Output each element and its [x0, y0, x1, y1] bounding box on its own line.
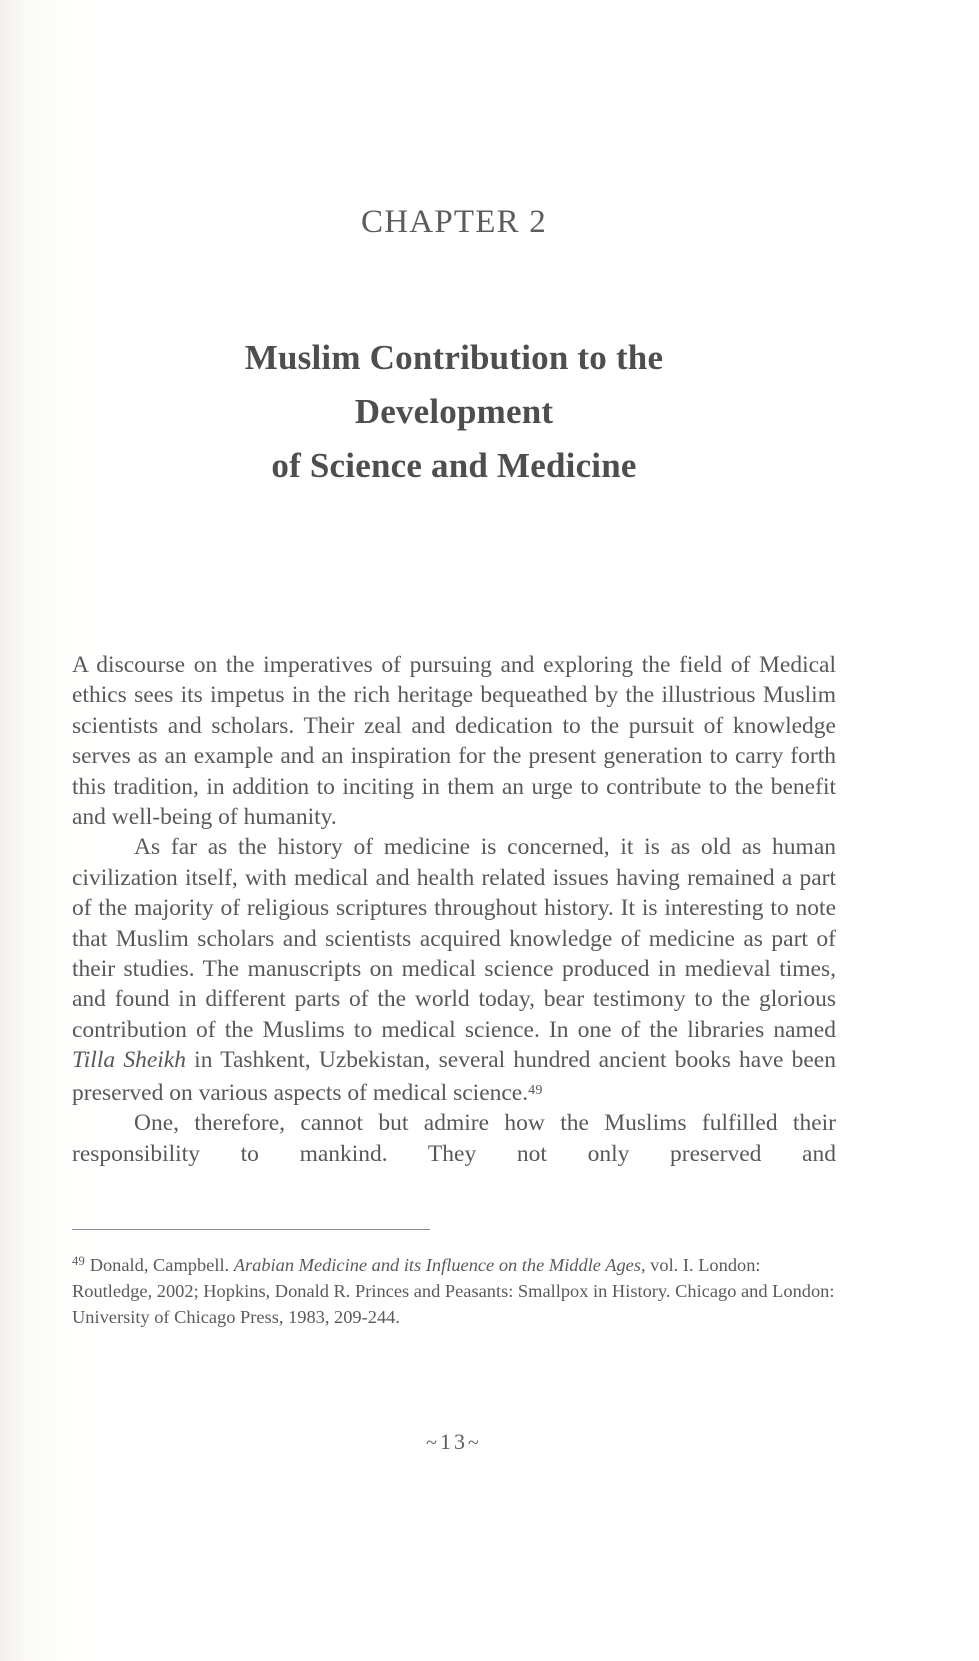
- footnote-entry: [72, 1248, 836, 1330]
- footnote-block: [72, 1248, 836, 1330]
- paragraph-2: [72, 832, 836, 1108]
- footnote-author: Donald, Campbell.: [85, 1255, 234, 1275]
- chapter-title-line-1: Muslim Contribution to the: [244, 338, 664, 378]
- footnote-title-italic: Arabian Medicine and its Influence on the Middle Ages: [233, 1255, 641, 1275]
- chapter-title-line-3: of Science and Medicine: [271, 446, 637, 486]
- footnote-number: 49: [72, 1254, 86, 1268]
- chapter-label: CHAPTER 2: [361, 204, 547, 240]
- footnote-reference-marker[interactable]: 49: [528, 1082, 543, 1098]
- footnote-citation-rest: , vol. I. London: Routledge, 2002; Hopkins, Donald R. Princes and Peasants: Smallpox in History. Chicago and London: University of Chicago Press, 1983, 209-244.: [72, 1255, 835, 1327]
- paragraph-2-text-after-italic: in Tashkent, Uzbekistan, several hundred ancient books have been preserved on various aspects of medical science.: [72, 1047, 836, 1106]
- paragraph-2-text-before-italic: As far as the history of medicine is concerned, it is as old as human civilization itself, with medical and health related issues having remained a part of the majority of religious scriptures throughout history. It is interesting to note that Muslim scholars and scientists acquired knowledge of medicine as part of their studies. The manuscripts on medical science produced in medieval times, and found in different parts of the world today, bear testimony to the glorious contribution of the Muslims to medical science. In one of the libraries named: [72, 834, 836, 1043]
- chapter-title-line-2: Development: [354, 392, 554, 432]
- page-number-value: 13: [440, 1429, 468, 1454]
- page-number: [72, 1429, 836, 1455]
- tilde-left-ornament: ~: [426, 1432, 440, 1454]
- paragraph-3: One, therefore, cannot but admire how the Muslims fulfilled their responsibility to mankind. They not only preserved and: [72, 1110, 836, 1167]
- body-text: [72, 650, 836, 1199]
- library-name-italic: Tilla Sheikh: [72, 1047, 186, 1074]
- chapter-title: [72, 331, 836, 493]
- page-content: [72, 0, 836, 1661]
- paragraph-1: A discourse on the imperatives of pursuing and exploring the field of Medical ethics sees its impetus in the rich heritage bequeathed by the illustrious Muslim scientists and scholars. Their zeal and dedication to the pursuit of knowledge serves as an example and an inspiration for the present generation to carry forth this tradition, in addition to inciting in them an urge to contribute to the benefit and well-being of humanity.: [72, 652, 836, 831]
- tilde-right-ornament: ~: [468, 1432, 482, 1454]
- footnote-separator-rule: [72, 1229, 430, 1230]
